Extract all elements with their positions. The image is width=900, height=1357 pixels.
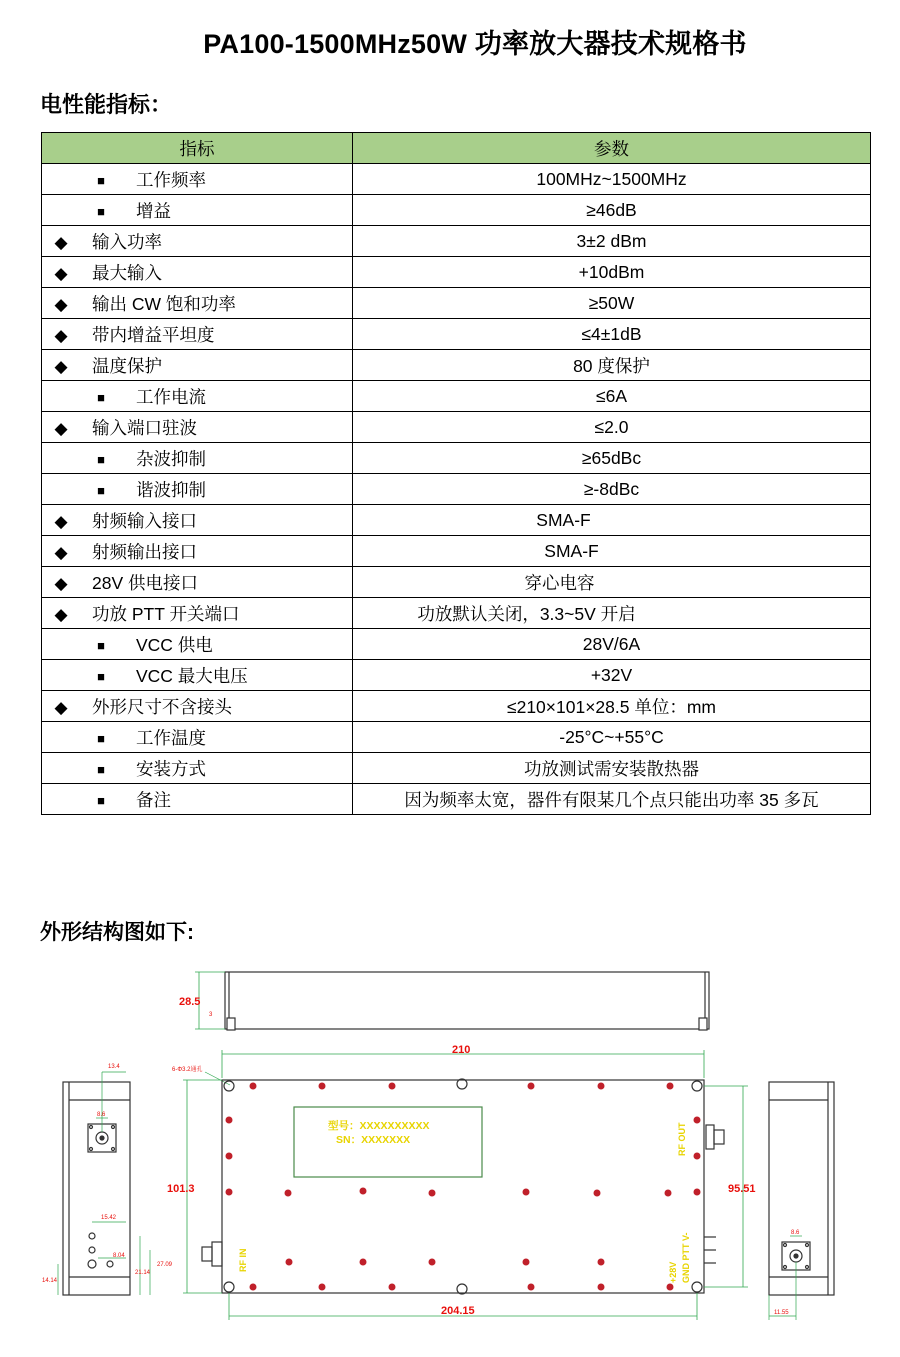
hole-note-leader [205,1072,230,1085]
side-view [225,972,709,1030]
dim-right-width-label: 95.51 [728,1183,756,1195]
table-row [42,195,871,226]
side-view-body [225,972,709,1029]
screw [694,1153,701,1160]
row-value: ≥-8dBc [583,478,640,499]
square-bullet-icon: ■ [97,668,105,684]
pin-hole [89,1247,95,1253]
table-row [42,753,871,784]
left-connector-pin [100,1136,104,1140]
screw [389,1284,396,1291]
table-row [42,505,871,536]
row-value: 穿心电容 [524,572,595,593]
side-view-foot [227,1018,235,1030]
square-bullet-icon: ■ [97,172,105,188]
row-label: 射频输入接口 [92,510,197,531]
row-value: ≤210×101×28.5 单位：mm [506,696,717,717]
diamond-bullet-icon: ◆ [54,697,68,717]
diamond-bullet-icon: ◆ [54,418,68,438]
left-dim-label: 21.14 [135,1270,151,1276]
left-dim-label: 8.6 [97,1112,106,1118]
table-row [42,660,871,691]
square-bullet-icon: ■ [97,792,105,808]
screw [665,1190,672,1197]
row-label: 工作电流 [136,386,206,407]
screw [319,1083,326,1090]
row-value: 28V/6A [582,633,641,654]
table-row [42,226,871,257]
row-value: ≥50W [588,292,635,313]
screw [598,1259,605,1266]
table-row [42,784,871,815]
square-bullet-icon: ■ [97,389,105,405]
row-value: 80 度保护 [573,355,650,376]
row-label: 增益 [136,200,171,221]
row-value: ≤6A [595,385,627,406]
table-row [42,536,871,567]
screw [286,1259,293,1266]
screw [360,1259,367,1266]
row-label: 射频输出接口 [92,541,197,562]
row-label: VCC 最大电压 [136,665,248,686]
left-dim-label: 8.04 [113,1253,125,1259]
screw [598,1083,605,1090]
screw [594,1190,601,1197]
pin-hole [107,1261,113,1267]
screw [226,1117,233,1124]
square-bullet-icon: ■ [97,730,105,746]
square-bullet-icon: ■ [97,761,105,777]
label-rf-in: RF IN [238,1248,248,1272]
dim-flange-label: 3 [209,1012,213,1018]
table-row [42,691,871,722]
dim-height-label: 28.5 [179,996,201,1008]
screw [360,1188,367,1195]
flange-hole [784,1244,787,1247]
table-row [42,443,871,474]
right-connector-pin [794,1254,798,1258]
row-label: 输入端口驻波 [92,417,197,438]
label-power: +28V [668,1261,678,1283]
left-dim-label: 14.14 [42,1278,58,1284]
header-indicator: 指标 [42,133,353,164]
diamond-bullet-icon: ◆ [54,356,68,376]
row-label: 带内增益平坦度 [92,324,215,345]
screw [389,1083,396,1090]
top-view [202,1079,724,1294]
right-dim-label: 8.6 [791,1230,800,1236]
row-label: 备注 [136,789,171,810]
dim-length-label: 210 [452,1044,471,1056]
row-value: 因为频率太宽，器件有限某几个点只能出功率 35 多瓦 [404,789,819,810]
screw [250,1083,257,1090]
outline-drawing [0,960,900,1357]
dim-width [183,1080,748,1320]
row-value: -25°C~+55°C [559,726,664,747]
left-dim-label: 15.42 [101,1215,117,1221]
rf-out-connector [706,1125,714,1149]
row-value: 3±2 dBm [576,230,647,251]
left-end-dims [58,1072,150,1295]
flange-hole [112,1148,115,1151]
row-label: 28V 供电接口 [92,572,198,593]
left-dim-label: 13.4 [108,1064,120,1070]
screw [523,1189,530,1196]
row-label: 工作频率 [136,169,206,190]
row-label: 杂波抑制 [136,448,206,469]
row-label: 安装方式 [136,758,206,779]
row-value: SMA-F [544,540,599,561]
square-bullet-icon: ■ [97,482,105,498]
table-row [42,350,871,381]
square-bullet-icon: ■ [97,451,105,467]
table-row [42,319,871,350]
screw [285,1190,292,1197]
screw [694,1117,701,1124]
left-dim-label: 27.09 [157,1262,173,1268]
mount-hole [224,1081,234,1091]
dim-hole-pitch-label: 204.15 [441,1305,475,1317]
row-value: +32V [590,664,633,685]
left-end-dim-labels [42,1064,173,1284]
row-label: 输出 CW 饱和功率 [92,293,236,314]
diamond-bullet-icon: ◆ [54,263,68,283]
row-label: 温度保护 [92,355,162,376]
table-row [42,567,871,598]
diamond-bullet-icon: ◆ [54,511,68,531]
row-label: VCC 供电 [136,634,213,655]
square-bullet-icon: ■ [97,637,105,653]
rf-in-connector [212,1242,222,1266]
row-value: ≥46dB [586,199,637,220]
screw [250,1284,257,1291]
screw [523,1259,530,1266]
table-row [42,257,871,288]
document-title: PA100-1500MHz50W 功率放大器技术规格书 [203,29,747,59]
screw [226,1153,233,1160]
diamond-bullet-icon: ◆ [54,232,68,252]
flange-hole [806,1266,809,1269]
table-row [42,412,871,443]
row-label: 外形尺寸不含接头 [92,696,232,717]
diamond-bullet-icon: ◆ [54,325,68,345]
pin-hole [88,1260,96,1268]
row-label: 功放 PTT 开关端口 [92,603,240,624]
screw [528,1083,535,1090]
row-value: 功放默认关闭，3.3~5V 开启 [417,603,636,624]
flange-hole [806,1244,809,1247]
row-value: ≤4±1dB [581,323,642,344]
screw [528,1284,535,1291]
row-label: 谐波抑制 [136,479,206,500]
table-row [42,164,871,195]
header-parameter: 参数 [353,133,871,164]
screw [319,1284,326,1291]
table-row [42,722,871,753]
right-end-body [769,1082,834,1295]
rf-in-connector [202,1247,212,1261]
label-gnd-ptt: GND PTT V- [681,1232,691,1283]
row-value: 功放测试需安装散热器 [524,758,699,779]
right-end-view [769,1082,834,1295]
screw [429,1190,436,1197]
flange-hole [90,1126,93,1129]
screw [598,1284,605,1291]
dim-width-label: 101.3 [167,1183,195,1195]
mount-hole [692,1282,702,1292]
row-value: SMA-F [536,509,591,530]
screw [429,1259,436,1266]
row-label: 工作温度 [136,727,206,748]
flange-hole [112,1126,115,1129]
flange-hole [90,1148,93,1151]
section-outline-heading: 外形结构图如下: [40,921,194,944]
table-row [42,288,871,319]
right-end-dims [769,1236,802,1320]
right-dim-label: 11.55 [774,1310,789,1316]
side-view-foot [699,1018,707,1030]
diamond-bullet-icon: ◆ [54,573,68,593]
spec-table [41,132,871,815]
screw [667,1083,674,1090]
table-row [42,474,871,505]
mount-hole [692,1081,702,1091]
screw [226,1189,233,1196]
diamond-bullet-icon: ◆ [54,542,68,562]
flange-hole [784,1266,787,1269]
label-model: 型号：XXXXXXXXXX [328,1120,430,1132]
row-value: 100MHz~1500MHz [536,168,687,189]
label-sn: SN：XXXXXXX [336,1134,411,1146]
diamond-bullet-icon: ◆ [54,294,68,314]
section-electrical-heading: 电性能指标： [40,92,173,117]
hole-note-label: 6-Φ3.2通孔 [172,1067,203,1073]
row-label: 最大输入 [92,262,162,283]
square-bullet-icon: ■ [97,203,105,219]
spec-table-header [42,133,871,164]
screw [667,1284,674,1291]
row-label: 输入功率 [92,231,162,252]
diamond-bullet-icon: ◆ [54,604,68,624]
rf-out-connector [714,1130,724,1144]
screws [226,1083,701,1291]
row-value: ≤2.0 [594,416,629,437]
table-row [42,381,871,412]
screw [694,1189,701,1196]
pin-hole [89,1233,95,1239]
label-rf-out: RF OUT [677,1122,687,1156]
row-value: +10dBm [578,261,645,282]
mount-hole [224,1282,234,1292]
row-value: ≥65dBc [581,447,642,468]
table-row [42,598,871,629]
table-row [42,629,871,660]
